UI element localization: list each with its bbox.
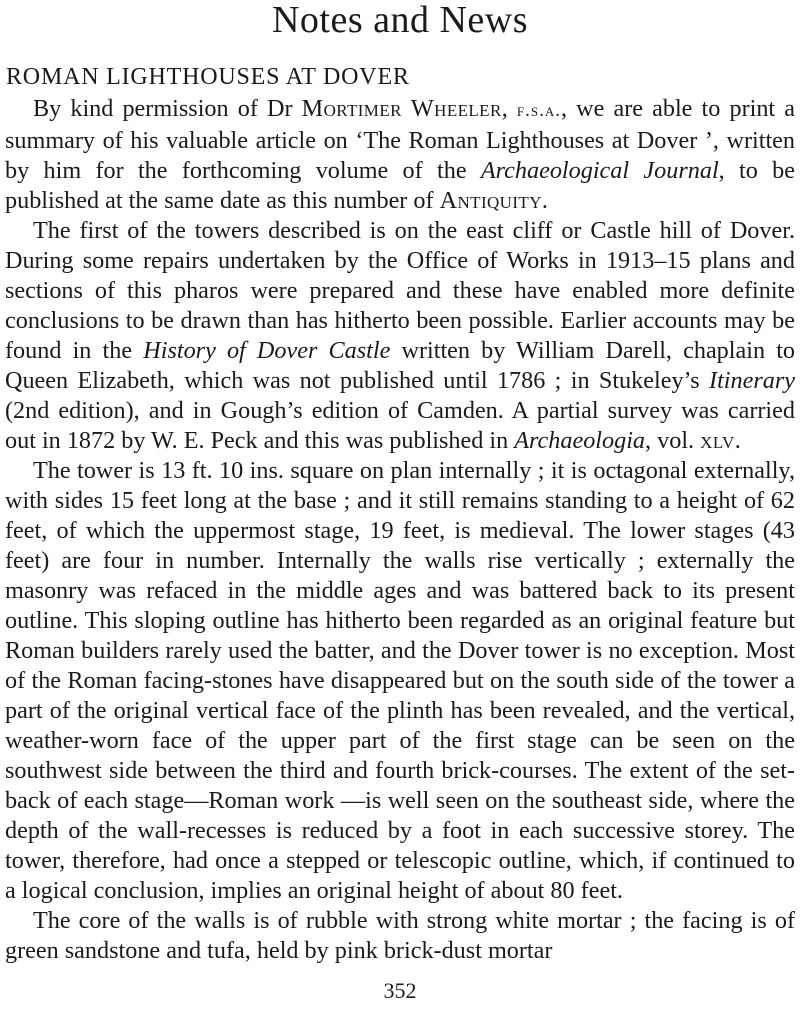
volume-number: xlv [700,427,735,454]
p1-text-1: By kind permission of Dr [33,95,302,122]
p1-text-2: , [501,95,517,122]
p2-text-2: written by William Darell, chaplain to Queen Elizabeth, which was not published until 1786 ; in Stukeley’s [5,337,796,394]
book-title-itinerary: Itinerary [709,367,795,394]
p1-text-4: , to be published at the same date as this number of [5,157,795,214]
journal-title: Archaeological Journal [480,157,719,184]
publication-name: Antiquity [439,187,542,214]
p1-text-5: . [541,187,548,214]
p2-text-5: . [734,427,741,454]
author-credential: f.s.a. [516,100,561,121]
p2-text-3: (2nd edition), and in Gough’s edition of Camden. A partial survey was carried out in 1872 by W. E. Peck and this was published in [5,397,795,454]
paragraph-4: The core of the walls is of rubble with strong white mortar ; the facing is of green sandstone and tufa, held by pink brick-dust mortar [5,907,795,964]
page-number: 352 [383,978,417,1003]
article-body [5,94,795,966]
section-title: ROMAN LIGHTHOUSES AT DOVER [6,64,410,90]
p2-text-1: The first of the towers described is on the east cliff or Castle hill of Dover. During some repairs undertaken by the Office of Works in 1913–15 plans and sections of this pharos were prepared and these have enabled more definite conclusions to be drawn than has hitherto been possible. Earlier accounts may be found in the [5,217,795,364]
book-title-history: History of Dover Castle [143,337,391,364]
p2-text-4: , vol. [645,427,701,454]
paragraph-2 [5,216,795,456]
paragraph-3: The tower is 13 ft. 10 ins. square on plan internally ; it is octagonal externally, with sides 15 feet long at the base ; and it still remains standing to a height of 62 feet, of which the uppermost stage, 19 feet, is medieval. The lower stages (43 feet) are four in number. Internally the walls rise vertically ; externally the masonry was refaced in the middle ages and was battered back to its present outline. This sloping outline has hitherto been regarded as an original feature but Roman builders rarely used the batter, and the Dover tower is no exception. Most of the Roman facing-stones have disappeared but on the south side of the tower a part of the original vertical face of the plinth has been revealed, and the vertical, weather-worn face of the upper part of the first stage can be seen on the southwest side between the third and fourth brick-courses. The extent of the set-back of each stage—Roman work —is well seen on the southeast side, where the depth of the wall-recesses is reduced by a foot in each successive storey. The tower, therefore, had once a stepped or telescopic outline, which, if continued to a logical conclusion, implies an original height of about 80 feet. [5,457,795,904]
paragraph-1 [5,94,795,216]
author-name: Mortimer Wheeler [301,95,502,122]
page-header-title: Notes and News [271,0,529,41]
p1-text-3: , we are able to print a summary of his valuable article on ‘The Roman Lighthouses at Dover ’, written by him for the forthcoming volume of the [5,95,796,184]
journal-archaeologia: Archaeologia [514,427,646,454]
